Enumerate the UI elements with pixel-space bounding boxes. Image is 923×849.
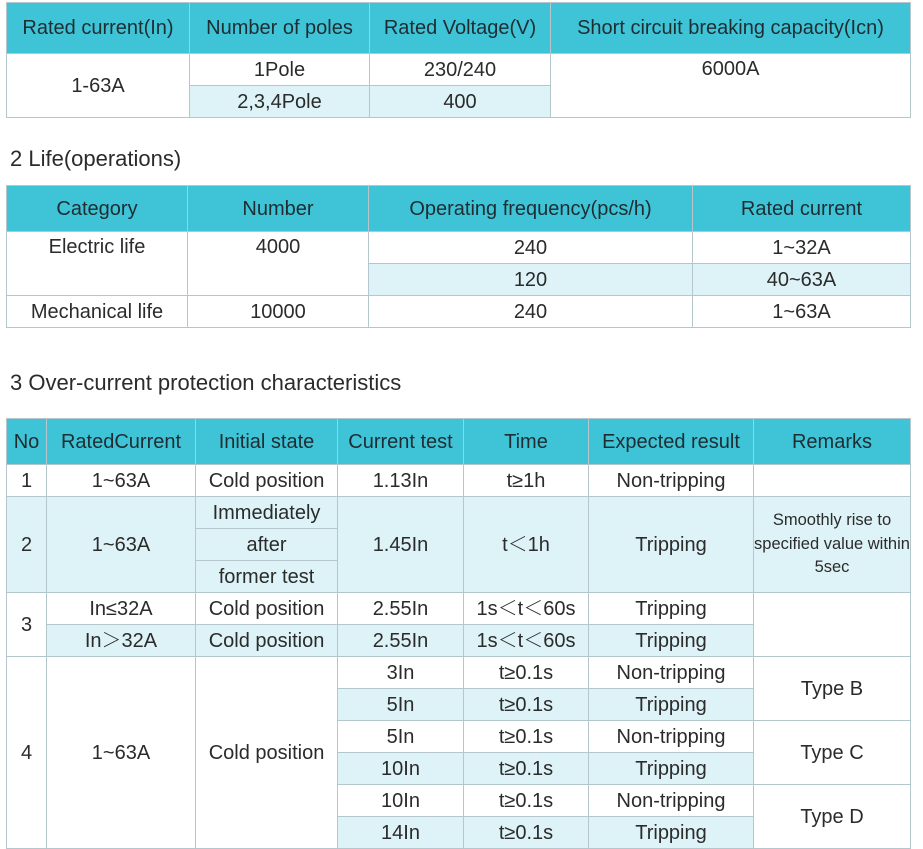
table-row	[7, 296, 911, 328]
cell-rated-current: 1-63A	[7, 54, 190, 118]
cell-current-test: 2.55In	[338, 625, 464, 657]
header-operating-frequency: Operating frequency(pcs/h)	[369, 186, 693, 232]
cell-no: 3	[7, 593, 47, 657]
cell-remarks-type: Type D	[754, 785, 911, 849]
cell-current-test: 3In	[338, 657, 464, 689]
table-row	[7, 657, 911, 689]
cell-rated-current: 1~63A	[47, 465, 196, 497]
cell-category: Electric life	[7, 232, 188, 296]
header-rated-current: Rated current(In)	[7, 3, 190, 54]
cell-no: 4	[7, 657, 47, 849]
header-remarks: Remarks	[754, 419, 911, 465]
cell-expected-result: Tripping	[589, 753, 754, 785]
cell-voltage: 230/240	[370, 54, 551, 86]
cell-current-test: 1.45In	[338, 497, 464, 593]
table-row	[7, 232, 911, 264]
cell-frequency: 120	[369, 264, 693, 296]
cell-rated-current: 1~63A	[47, 497, 196, 593]
cell-current: 1~32A	[693, 232, 911, 264]
header-number-of-poles: Number of poles	[190, 3, 370, 54]
cell-time: t＜1h	[464, 497, 589, 593]
section-title-overcurrent: 3 Over-current protection characteristics	[10, 370, 402, 395]
header-breaking-capacity: Short circuit breaking capacity(Icn)	[551, 3, 911, 54]
cell-voltage: 400	[370, 86, 551, 118]
cell-time: t≥0.1s	[464, 721, 589, 753]
cell-current-test: 10In	[338, 785, 464, 817]
header-number: Number	[188, 186, 369, 232]
table-row	[7, 497, 911, 529]
cell-remarks: Smoothly rise to specified value within 5sec	[754, 497, 911, 593]
cell-no: 1	[7, 465, 47, 497]
cell-no: 2	[7, 497, 47, 593]
cell-current-test: 2.55In	[338, 593, 464, 625]
cell-time: t≥0.1s	[464, 753, 589, 785]
cell-number: 10000	[188, 296, 369, 328]
table-row	[7, 54, 911, 86]
life-operations-table	[6, 185, 911, 328]
cell-initial-state: Cold position	[196, 465, 338, 497]
table-header-row	[7, 3, 911, 54]
cell-rated-current: 1~63A	[47, 657, 196, 849]
cell-frequency: 240	[369, 232, 693, 264]
cell-number: 4000	[188, 232, 369, 296]
cell-rated-current: In≤32A	[47, 593, 196, 625]
header-time: Time	[464, 419, 589, 465]
cell-poles: 2,3,4Pole	[190, 86, 370, 118]
cell-breaking-capacity: 6000A	[551, 54, 911, 118]
cell-time: t≥0.1s	[464, 817, 589, 849]
cell-time: t≥0.1s	[464, 657, 589, 689]
cell-expected-result: Tripping	[589, 593, 754, 625]
cell-remarks-type: Type C	[754, 721, 911, 785]
cell-rated-current: In＞32A	[47, 625, 196, 657]
cell-current-test: 5In	[338, 689, 464, 721]
cell-frequency: 240	[369, 296, 693, 328]
header-no: No	[7, 419, 47, 465]
cell-time: t≥1h	[464, 465, 589, 497]
table-row	[7, 465, 911, 497]
overcurrent-protection-table	[6, 418, 911, 849]
header-initial-state: Initial state	[196, 419, 338, 465]
cell-time: t≥0.1s	[464, 689, 589, 721]
header-rated-current: Rated current	[693, 186, 911, 232]
cell-current-test: 5In	[338, 721, 464, 753]
cell-expected-result: Tripping	[589, 625, 754, 657]
cell-current: 40~63A	[693, 264, 911, 296]
cell-expected-result: Non-tripping	[589, 465, 754, 497]
cell-current: 1~63A	[693, 296, 911, 328]
cell-expected-result: Non-tripping	[589, 721, 754, 753]
cell-initial-state: after	[196, 529, 338, 561]
cell-initial-state: Cold position	[196, 657, 338, 849]
cell-initial-state: Immediately	[196, 497, 338, 529]
cell-initial-state: Cold position	[196, 593, 338, 625]
cell-current-test: 1.13In	[338, 465, 464, 497]
section-title-life: 2 Life(operations)	[10, 146, 182, 171]
cell-remarks-type: Type B	[754, 657, 911, 721]
cell-expected-result: Non-tripping	[589, 785, 754, 817]
header-expected-result: Expected result	[589, 419, 754, 465]
header-rated-current: RatedCurrent	[47, 419, 196, 465]
cell-initial-state: Cold position	[196, 625, 338, 657]
header-category: Category	[7, 186, 188, 232]
cell-category: Mechanical life	[7, 296, 188, 328]
cell-expected-result: Non-tripping	[589, 657, 754, 689]
table-row	[7, 593, 911, 625]
cell-expected-result: Tripping	[589, 689, 754, 721]
cell-expected-result: Tripping	[589, 817, 754, 849]
cell-time: 1s＜t＜60s	[464, 625, 589, 657]
cell-remarks	[754, 593, 911, 657]
cell-time: t≥0.1s	[464, 785, 589, 817]
cell-time: 1s＜t＜60s	[464, 593, 589, 625]
header-current-test: Current test	[338, 419, 464, 465]
cell-current-test: 14In	[338, 817, 464, 849]
header-rated-voltage: Rated Voltage(V)	[370, 3, 551, 54]
cell-remarks	[754, 465, 911, 497]
cell-current-test: 10In	[338, 753, 464, 785]
table-header-row	[7, 419, 911, 465]
cell-expected-result: Tripping	[589, 497, 754, 593]
table-header-row	[7, 186, 911, 232]
cell-poles: 1Pole	[190, 54, 370, 86]
rated-specs-table	[6, 2, 911, 118]
cell-initial-state: former test	[196, 561, 338, 593]
